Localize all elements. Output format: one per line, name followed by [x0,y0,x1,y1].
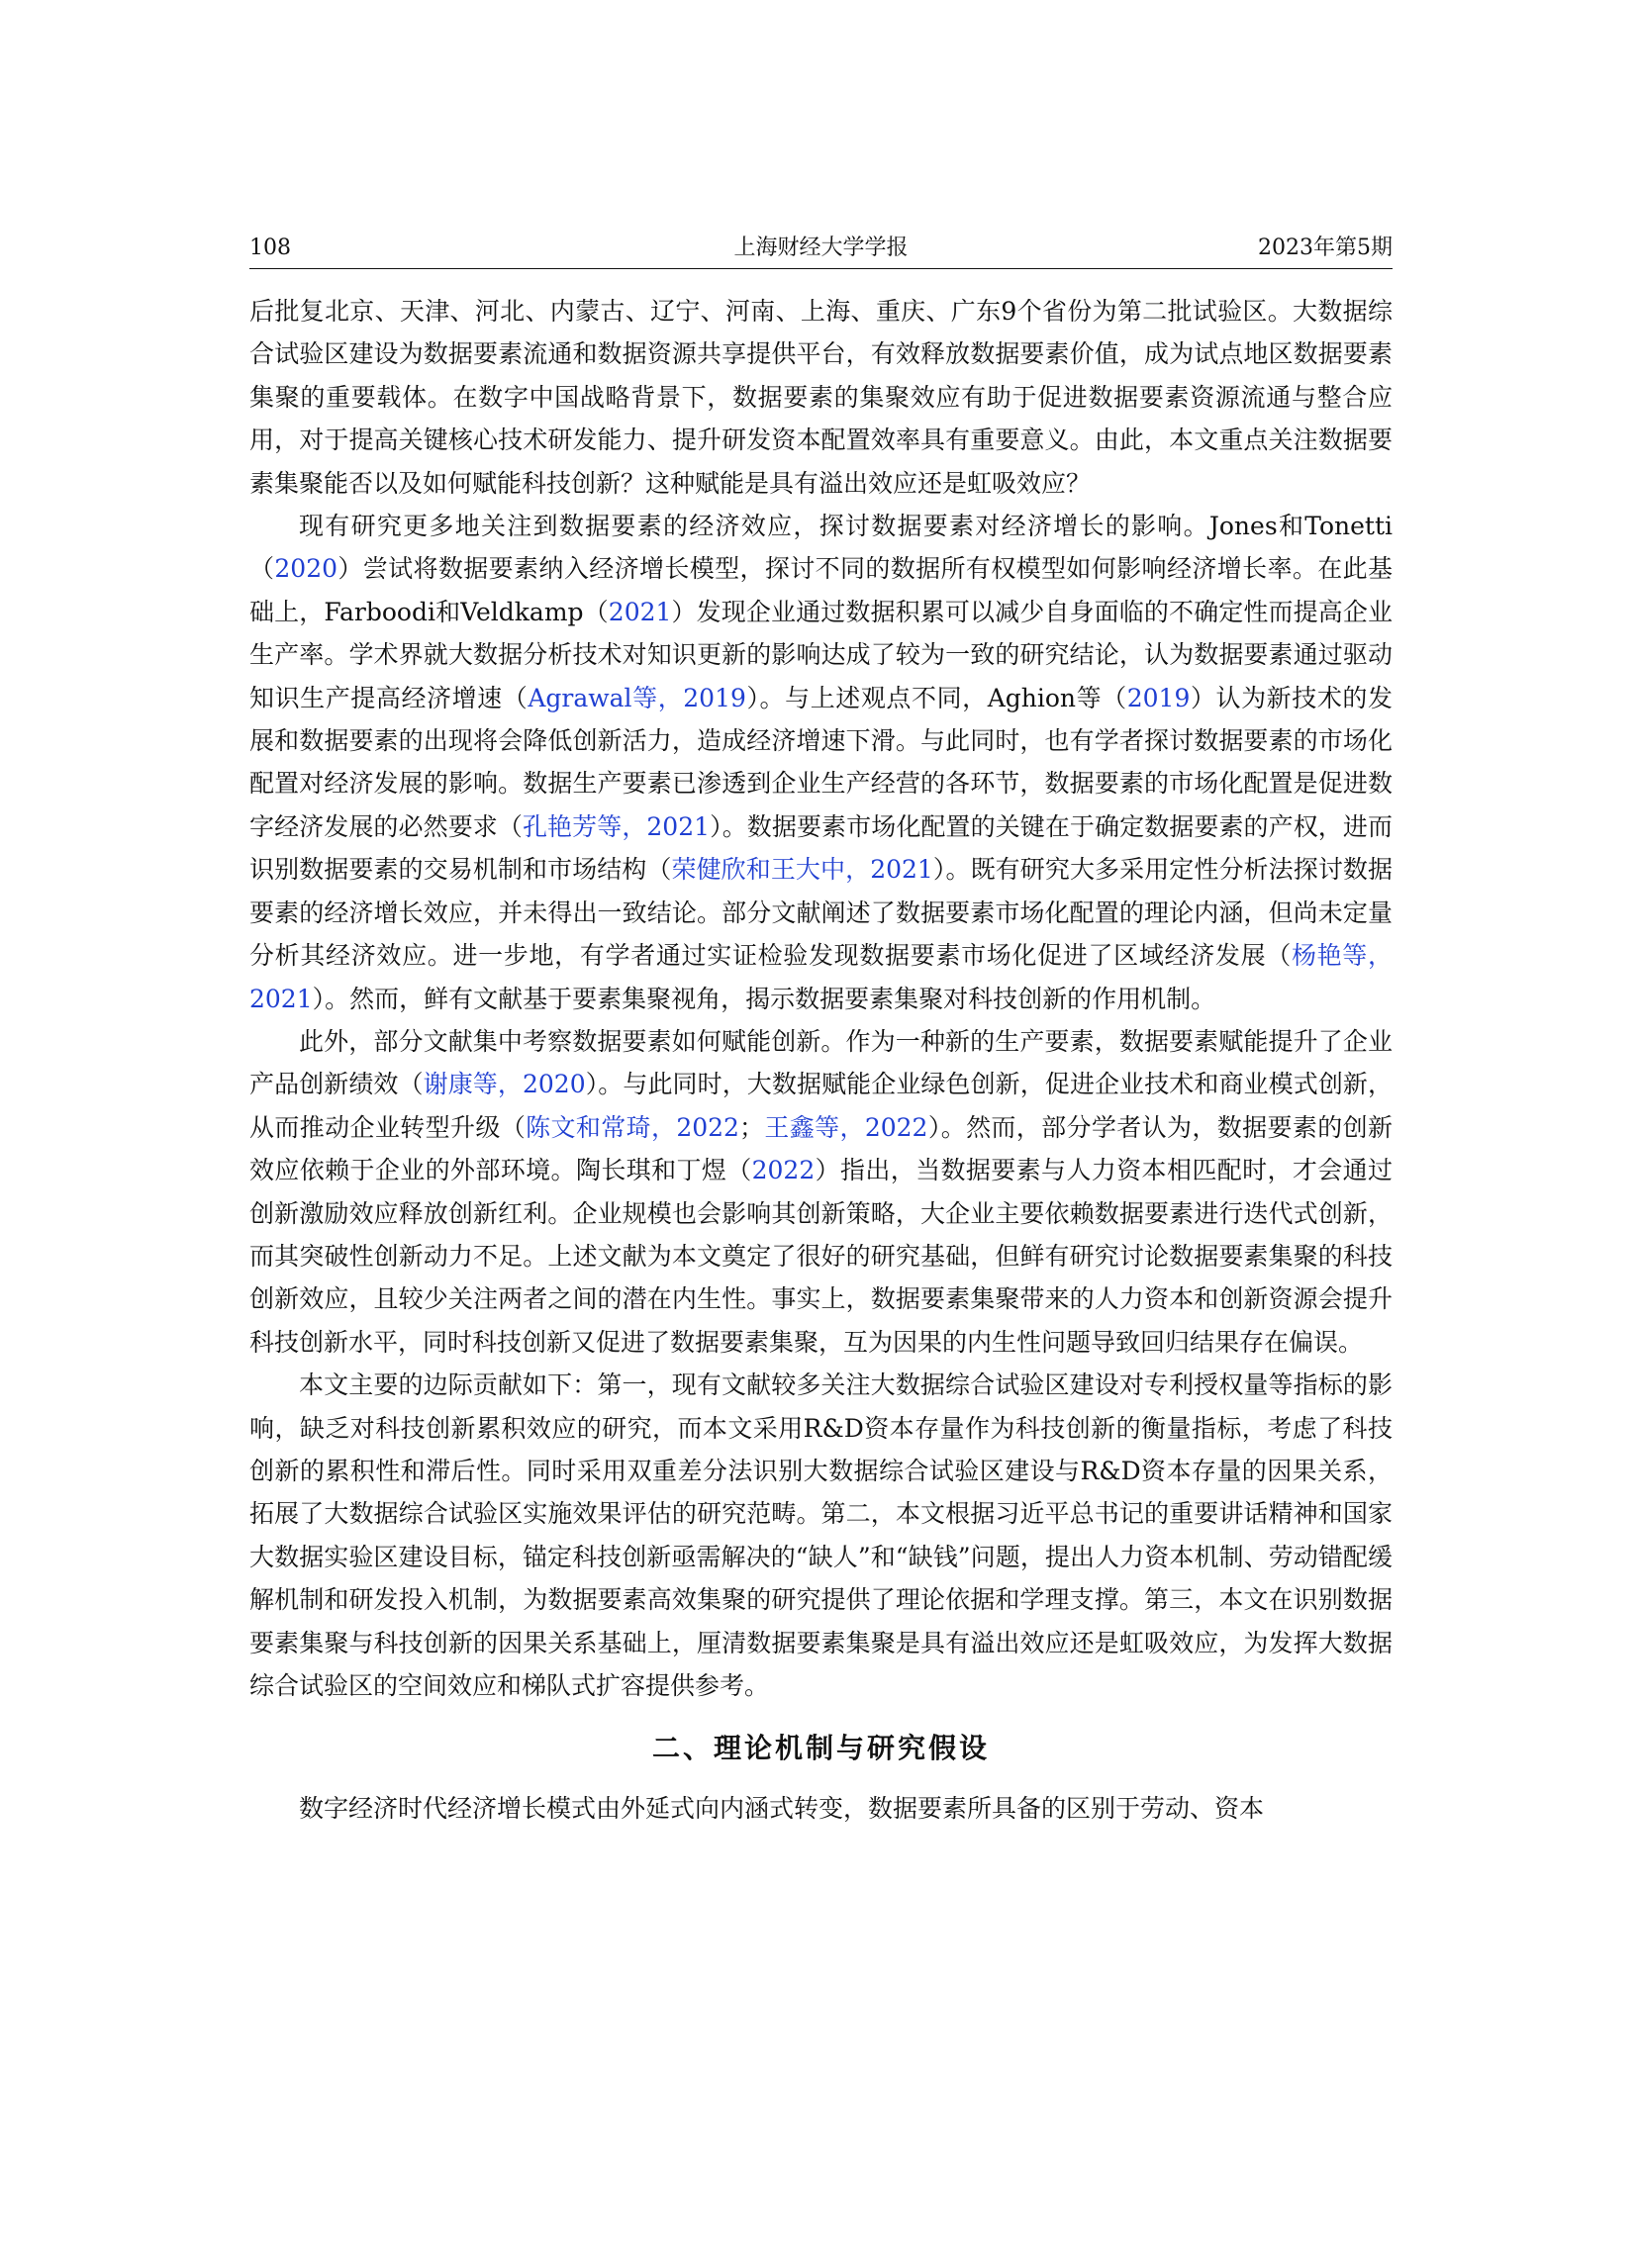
text-run: 此外，部分文献集中考察数据要素如何赋能创新。作为一种新的生产要素，数据要素赋能提升了企业产品创新绩效（ [249,1026,1393,1099]
journal-title: 上海财经大学学报 [733,236,909,260]
page-number: 108 [249,236,291,260]
citation-link[interactable]: 2020 [274,554,338,584]
text-run: ）。与此同时，大数据赋能企业绿色创新，促进企业技术和商业模式创新，从而推动企业转型升级（ [249,1070,1393,1142]
header-rule [249,268,1393,269]
text-run: ； [738,1112,764,1142]
citation-link[interactable]: 2021 [608,597,672,626]
text-run: ）。数据要素市场化配置的关键在于确定数据要素的产权，进而识别数据要素的交易机制和市场结构（ [249,811,1393,885]
paragraph-2 [249,505,1393,1020]
text-run: ）。既有研究大多采用定性分析法探讨数据要素的经济增长效应，并未得出一致结论。部分文献阐述了数据要素市场化配置的理论内涵，但尚未定量分析其经济效应。进一步地，有学者通过实证检验发现数据要素市场化促进了区域经济发展（ [249,855,1393,971]
paragraph-4 [249,1364,1393,1707]
citation-link[interactable]: 荣健欣和王大中，2021 [671,855,933,885]
text-run: 现有研究更多地关注到数据要素的经济效应，探讨数据要素对经济增长的影响。Jones和Tonetti（ [249,512,1393,584]
citation-link[interactable]: 杨艳等，2021 [249,941,1393,1013]
text-run: ）。然而，部分学者认为，数据要素的创新效应依赖于企业的外部环境。陶长琪和丁煜（ [249,1112,1394,1185]
text-run: ）。与上述观点不同，Aghion等（ [745,683,1127,712]
section-heading: 二、理论机制与研究假设 [651,1732,990,1765]
paragraph-5 [249,1787,1393,1830]
citation-link[interactable]: 孔艳芳等，2021 [522,811,711,841]
citation-link[interactable]: 2022 [751,1156,816,1185]
paragraph-1 [249,290,1393,505]
article-body [249,290,1393,1831]
text-run: 本文主要的边际贡献如下：第一，现有文献较多关注大数据综合试验区建设对专利授权量等指标的影响，缺乏对科技创新累积效应的研究，而本文采用R&D资本存量作为科技创新的衡量指标，考虑了科技创新的累积性和滞后性。同时采用双重差分法识别大数据综合试验区建设与R&D资本存量的因果关系，拓展了大数据综合试验区实施效果评估的研究范畴。第二，本文根据习近平总书记的重要讲话精神和国家大数据实验区建设目标，锚定科技创新亟需解决的“缺人”和“缺钱”问题，提出人力资本机制、劳动错配缓解机制和研发投入机制，为数据要素高效集聚的研究提供了理论依据和学理支撑。第三，本文在识别数据要素集聚与科技创新的因果关系基础上，厘清数据要素集聚是具有溢出效应还是虹吸效应，为发挥大数据综合试验区的空间效应和梯队式扩容提供参考。 [249,1370,1393,1700]
text-run: 后批复北京、天津、河北、内蒙古、辽宁、河南、上海、重庆、广东9个省份为第二批试验区。大数据综合试验区建设为数据要素流通和数据资源共享提供平台，有效释放数据要素价值，成为试点地区数据要素集聚的重要载体。在数字中国战略背景下，数据要素的集聚效应有助于促进数据要素资源流通与整合应用，对于提高关键核心技术研发能力、提升研发资本配置效率具有重要意义。由此，本文重点关注数据要素集聚能否以及如何赋能科技创新？这种赋能是具有溢出效应还是虹吸效应？ [249,297,1393,498]
citation-link[interactable]: 2019 [1126,683,1191,712]
citation-link[interactable]: 陈文和常琦，2022 [526,1112,739,1142]
citation-link[interactable]: 王鑫等，2022 [763,1112,928,1142]
text-run: ）认为新技术的发展和数据要素的出现将会降低创新活力，造成经济增速下滑。与此同时，也有学者探讨数据要素的市场化配置对经济发展的影响。数据生产要素已渗透到企业生产经营的各环节，数据要素的市场化配置是促进数字经济发展的必然要求（ [249,683,1393,841]
paragraph-3 [249,1020,1393,1364]
running-header [249,230,1393,267]
text-run: ）尝试将数据要素纳入经济增长模型，探讨不同的数据所有权模型如何影响经济增长率。在此基础上，Farboodi和Veldkamp（ [249,554,1393,626]
citation-link[interactable]: Agrawal等，2019 [528,683,746,712]
text-run: ）指出，当数据要素与人力资本相匹配时，才会通过创新激励效应释放创新红利。企业规模也会影响其创新策略，大企业主要依赖数据要素进行迭代式创新，而其突破性创新动力不足。上述文献为本文奠定了很好的研究基础，但鲜有研究讨论数据要素集聚的科技创新效应，且较少关注两者之间的潜在内生性。事实上，数据要素集聚带来的人力资本和创新资源会提升科技创新水平，同时科技创新又促进了数据要素集聚，互为因果的内生性问题导致回归结果存在偏误。 [249,1156,1393,1357]
citation-link[interactable]: 谢康等，2020 [423,1070,586,1099]
text-run: ）发现企业通过数据积累可以减少自身面临的不确定性而提高企业生产率。学术界就大数据分析技术对知识更新的影响达成了较为一致的研究结论，认为数据要素通过驱动知识生产提高经济增速（ [249,597,1393,712]
text-run: 数字经济时代经济增长模式由外延式向内涵式转变，数据要素所具备的区别于劳动、资本 [299,1794,1265,1824]
text-run: ）。然而，鲜有文献基于要素集聚视角，揭示数据要素集聚对科技创新的作用机制。 [312,984,1216,1013]
issue-label: 2023年第5期 [1258,236,1393,260]
